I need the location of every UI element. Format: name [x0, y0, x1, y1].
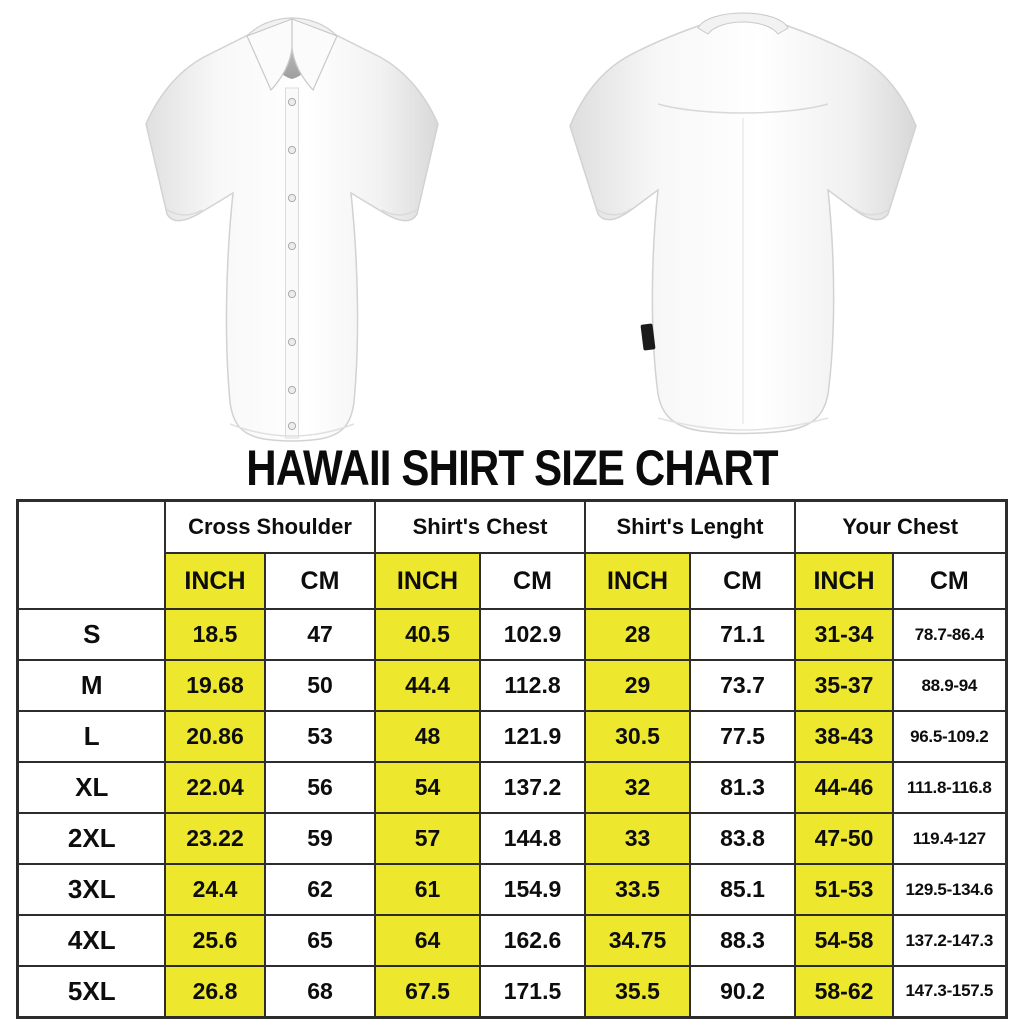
column-group-shirts-chest: Shirt's Chest: [375, 501, 585, 554]
unit-header-cm: CM: [893, 553, 1006, 609]
cell-cross-shoulder-cm: 50: [265, 660, 375, 711]
cell-cross-shoulder-inch: 25.6: [165, 915, 265, 966]
unit-header-inch: INCH: [795, 553, 893, 609]
cell-cross-shoulder-inch: 20.86: [165, 711, 265, 762]
cell-shirts-chest-cm: 102.9: [480, 609, 585, 660]
shirt-front-image: [120, 4, 465, 446]
size-label: 2XL: [18, 813, 165, 864]
table-row-s: [18, 609, 1006, 660]
table-row-4xl: [18, 915, 1006, 966]
table-row-l: [18, 711, 1006, 762]
cell-shirts-lenght-inch: 34.75: [585, 915, 690, 966]
unit-header-cm: CM: [690, 553, 795, 609]
cell-shirts-lenght-inch: 35.5: [585, 966, 690, 1017]
cell-shirts-lenght-cm: 83.8: [690, 813, 795, 864]
cell-shirts-lenght-cm: 73.7: [690, 660, 795, 711]
cell-shirts-chest-inch: 48: [375, 711, 480, 762]
cell-shirts-chest-inch: 40.5: [375, 609, 480, 660]
cell-shirts-chest-inch: 44.4: [375, 660, 480, 711]
column-group-row: [18, 501, 1006, 554]
size-chart-table: [16, 499, 1007, 1019]
table-row-xl: [18, 762, 1006, 813]
size-label: 4XL: [18, 915, 165, 966]
cell-shirts-chest-cm: 162.6: [480, 915, 585, 966]
shirt-back-image: [538, 6, 948, 440]
shirt-images: [0, 0, 1024, 446]
cell-shirts-lenght-inch: 29: [585, 660, 690, 711]
column-group-shirts-lenght: Shirt's Lenght: [585, 501, 795, 554]
cell-cross-shoulder-cm: 68: [265, 966, 375, 1017]
unit-header-cm: CM: [480, 553, 585, 609]
table-row-m: [18, 660, 1006, 711]
size-label: S: [18, 609, 165, 660]
column-group-your-chest: Your Chest: [795, 501, 1006, 554]
cell-cross-shoulder-cm: 53: [265, 711, 375, 762]
cell-cross-shoulder-cm: 65: [265, 915, 375, 966]
unit-header-cm: CM: [265, 553, 375, 609]
cell-cross-shoulder-inch: 26.8: [165, 966, 265, 1017]
column-group-cross-shoulder: Cross Shoulder: [165, 501, 375, 554]
cell-your-chest-inch: 31-34: [795, 609, 893, 660]
unit-header-inch: INCH: [585, 553, 690, 609]
cell-shirts-lenght-cm: 88.3: [690, 915, 795, 966]
cell-shirts-lenght-inch: 33.5: [585, 864, 690, 915]
cell-cross-shoulder-cm: 47: [265, 609, 375, 660]
cell-shirts-chest-inch: 67.5: [375, 966, 480, 1017]
cell-shirts-lenght-inch: 28: [585, 609, 690, 660]
cell-shirts-chest-cm: 144.8: [480, 813, 585, 864]
size-label: 3XL: [18, 864, 165, 915]
unit-header-inch: INCH: [375, 553, 480, 609]
cell-your-chest-cm: 78.7-86.4: [893, 609, 1006, 660]
cell-cross-shoulder-inch: 22.04: [165, 762, 265, 813]
cell-cross-shoulder-inch: 18.5: [165, 609, 265, 660]
cell-shirts-chest-cm: 154.9: [480, 864, 585, 915]
size-label: M: [18, 660, 165, 711]
size-label: XL: [18, 762, 165, 813]
table-row-2xl: [18, 813, 1006, 864]
cell-shirts-lenght-cm: 85.1: [690, 864, 795, 915]
cell-shirts-lenght-inch: 32: [585, 762, 690, 813]
cell-shirts-lenght-cm: 90.2: [690, 966, 795, 1017]
cell-your-chest-inch: 44-46: [795, 762, 893, 813]
table-row-3xl: [18, 864, 1006, 915]
unit-header-inch: INCH: [165, 553, 265, 609]
cell-your-chest-cm: 129.5-134.6: [893, 864, 1006, 915]
cell-your-chest-inch: 38-43: [795, 711, 893, 762]
cell-shirts-chest-inch: 54: [375, 762, 480, 813]
cell-your-chest-cm: 137.2-147.3: [893, 915, 1006, 966]
cell-cross-shoulder-inch: 23.22: [165, 813, 265, 864]
page-title: HAWAII SHIRT SIZE CHART: [246, 440, 778, 496]
cell-your-chest-cm: 96.5-109.2: [893, 711, 1006, 762]
cell-your-chest-cm: 119.4-127: [893, 813, 1006, 864]
cell-cross-shoulder-inch: 24.4: [165, 864, 265, 915]
cell-shirts-chest-cm: 171.5: [480, 966, 585, 1017]
cell-shirts-lenght-cm: 81.3: [690, 762, 795, 813]
size-label: L: [18, 711, 165, 762]
cell-your-chest-inch: 35-37: [795, 660, 893, 711]
cell-shirts-chest-inch: 64: [375, 915, 480, 966]
cell-shirts-lenght-cm: 71.1: [690, 609, 795, 660]
cell-shirts-chest-inch: 61: [375, 864, 480, 915]
cell-your-chest-inch: 54-58: [795, 915, 893, 966]
cell-your-chest-cm: 88.9-94: [893, 660, 1006, 711]
cell-cross-shoulder-cm: 59: [265, 813, 375, 864]
cell-shirts-chest-inch: 57: [375, 813, 480, 864]
cell-cross-shoulder-cm: 62: [265, 864, 375, 915]
cell-shirts-lenght-inch: 33: [585, 813, 690, 864]
cell-cross-shoulder-cm: 56: [265, 762, 375, 813]
cell-shirts-lenght-inch: 30.5: [585, 711, 690, 762]
size-label: 5XL: [18, 966, 165, 1017]
table-corner-cell: [18, 501, 165, 610]
unit-header-row: [18, 553, 1006, 609]
cell-shirts-chest-cm: 112.8: [480, 660, 585, 711]
cell-your-chest-inch: 47-50: [795, 813, 893, 864]
cell-shirts-chest-cm: 137.2: [480, 762, 585, 813]
cell-your-chest-inch: 51-53: [795, 864, 893, 915]
cell-your-chest-cm: 147.3-157.5: [893, 966, 1006, 1017]
table-row-5xl: [18, 966, 1006, 1017]
cell-shirts-chest-cm: 121.9: [480, 711, 585, 762]
cell-your-chest-cm: 111.8-116.8: [893, 762, 1006, 813]
cell-cross-shoulder-inch: 19.68: [165, 660, 265, 711]
cell-your-chest-inch: 58-62: [795, 966, 893, 1017]
cell-shirts-lenght-cm: 77.5: [690, 711, 795, 762]
